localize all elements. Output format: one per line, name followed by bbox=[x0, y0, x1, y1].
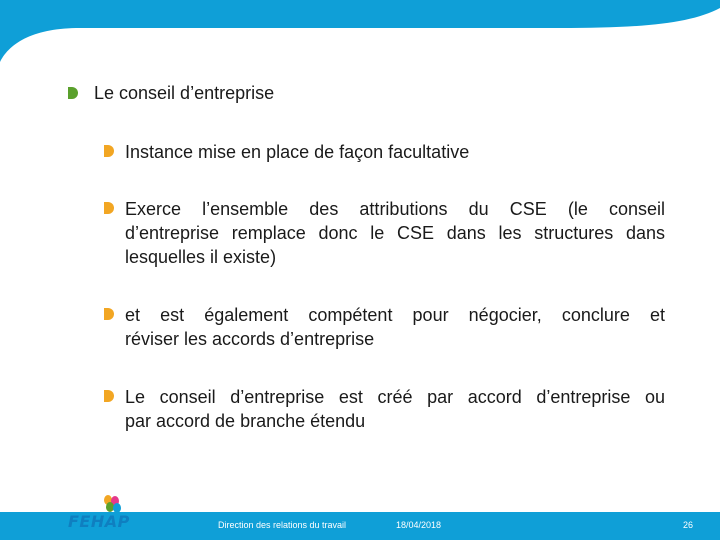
bullet-line: lesquelles il existe) bbox=[125, 247, 277, 267]
bullet-text bbox=[125, 140, 665, 164]
bullet-icon bbox=[104, 308, 114, 320]
bullet-icon bbox=[104, 390, 114, 402]
logo-text: FEHAP bbox=[68, 512, 130, 531]
bullet-text bbox=[125, 385, 665, 433]
bullet-line: Exerce l’ensemble des attributions du CSE (le conseil bbox=[125, 199, 665, 219]
page-number: 26 bbox=[683, 520, 694, 530]
bullet-line: réviser les accords d’entreprise bbox=[125, 329, 375, 349]
heading-bullet-icon bbox=[68, 87, 78, 99]
bullet-icon bbox=[104, 202, 114, 214]
bullet-icon bbox=[104, 145, 114, 157]
bullet-line: par accord de branche étendu bbox=[125, 411, 366, 431]
footer-date: 18/04/2018 bbox=[396, 520, 442, 530]
slide-heading: Le conseil d’entreprise bbox=[94, 83, 275, 103]
footer-department: Direction des relations du travail bbox=[218, 520, 347, 530]
bullet-line: Le conseil d’entreprise est créé par accord d’entreprise ou bbox=[125, 387, 665, 407]
bullet-line: Instance mise en place de façon facultative bbox=[125, 142, 470, 162]
bullet-line: d’entreprise remplace donc le CSE dans les structures dans bbox=[125, 223, 665, 243]
header-wave bbox=[0, 0, 720, 80]
bullet-text bbox=[125, 197, 665, 269]
bullet-text bbox=[125, 303, 665, 351]
bullet-line: et est également compétent pour négocier, conclure et bbox=[125, 305, 665, 325]
